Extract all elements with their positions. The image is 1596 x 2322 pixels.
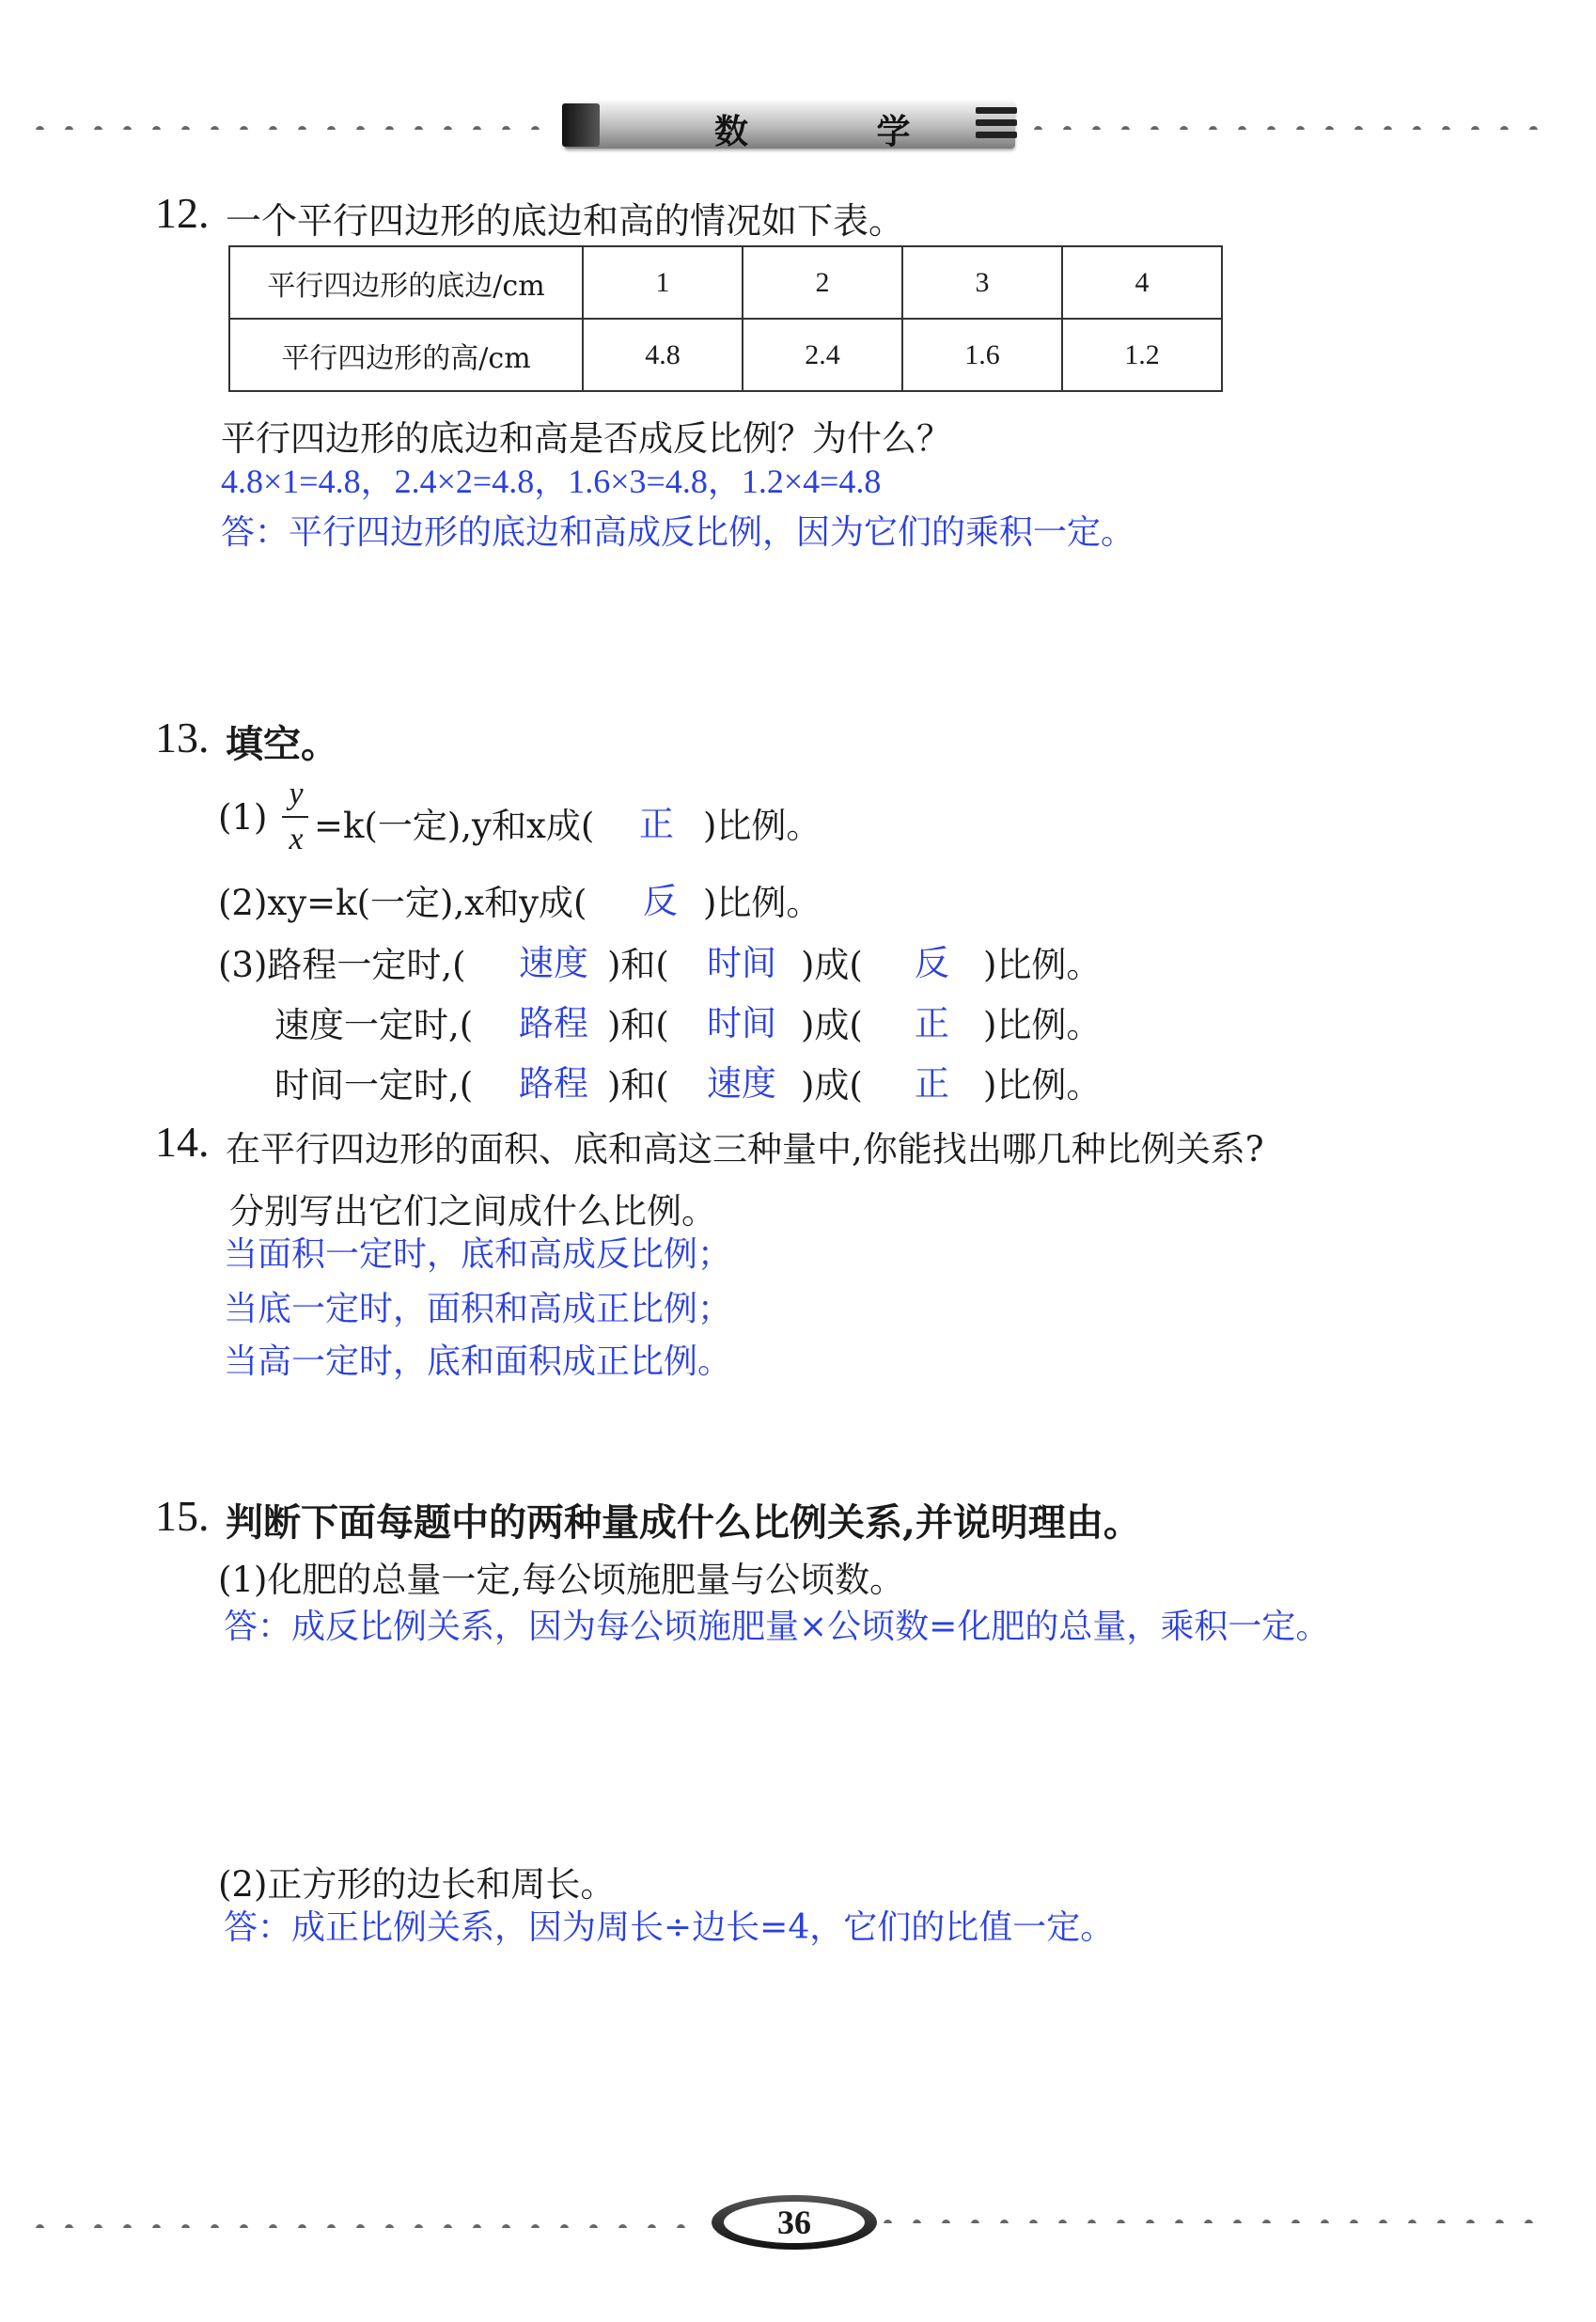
q12-answer-calc: 4.8×1=4.8，2.4×2=4.8，1.6×3=4.8，1.2×4=4.8 <box>221 463 882 500</box>
q13-p1-rest: =k(一定),y和x成( <box>314 806 595 846</box>
table-cell: 平行四边形的高/cm <box>229 319 583 391</box>
table-row <box>229 246 1222 319</box>
q12-number: 12. <box>155 189 210 237</box>
q15-p2: (2)正方形的边长和周长。 <box>218 1864 616 1905</box>
q13-p3-line3-end: )比例。 <box>983 1065 1102 1106</box>
q13-p3-line3-mid2: )成( <box>801 1065 863 1106</box>
footer-dots-right <box>884 2214 1570 2223</box>
q13-p3-line2-lead: 速度一定时,( <box>274 1005 474 1045</box>
q13-p1-frac-num: y <box>289 777 304 811</box>
table-cell: 2 <box>743 246 902 319</box>
q13-title: 填空。 <box>226 722 338 766</box>
table-cell: 3 <box>902 246 1062 319</box>
q12-text: 一个平行四边形的底边和高的情况如下表。 <box>226 200 905 242</box>
header-banner-ornament-right <box>976 107 1017 145</box>
q14-text2: 分别写出它们之间成什么比例。 <box>229 1191 716 1232</box>
header-dots-left <box>36 120 562 130</box>
q14-text1: 在平行四边形的面积、底和高这三种量中,你能找出哪几种比例关系? <box>226 1129 1264 1169</box>
q13-p3-line3-lead: 时间一定时,( <box>274 1065 474 1106</box>
page-number: 36 <box>724 2202 865 2243</box>
q15-p1: (1)化肥的总量一定,每公顷施肥量与公顷数。 <box>218 1560 905 1600</box>
q13-p3-line3-blank2: 速度 <box>707 1063 776 1104</box>
q13-p2-suffix: )比例。 <box>703 883 821 923</box>
q12-question: 平行四边形的底边和高是否成反比例？为什么？ <box>221 418 951 459</box>
q15-number: 15. <box>155 1492 210 1540</box>
q14-answer-1: 当面积一定时，底和高成反比例； <box>224 1235 732 1274</box>
q13-p3-line2-blank2: 时间 <box>707 1003 776 1043</box>
q14-answer-3: 当高一定时，底和面积成正比例。 <box>224 1342 732 1381</box>
table-cell: 平行四边形的底边/cm <box>229 246 583 319</box>
q13-p3-line3-blank3: 正 <box>915 1063 949 1104</box>
q14-answer-2: 当底一定时，面积和高成正比例； <box>224 1290 732 1328</box>
table-cell: 1 <box>583 246 743 319</box>
q13-p3-line2-mid2: )成( <box>801 1005 863 1045</box>
q13-p1-suffix: )比例。 <box>703 806 821 846</box>
q15-a1: 答：成反比例关系，因为每公顷施肥量×公顷数=化肥的总量，乘积一定。 <box>224 1608 1330 1646</box>
q13-p3-line1-mid2: )成( <box>801 945 863 985</box>
q13-p3-line2-blank1: 路程 <box>519 1003 588 1043</box>
header-banner-ornament-left <box>562 103 600 147</box>
table-cell: 2.4 <box>743 319 902 391</box>
table-cell: 1.6 <box>902 319 1062 391</box>
q13-p3-line1-end: )比例。 <box>983 945 1102 985</box>
q13-p3-line3-mid1: )和( <box>607 1065 669 1106</box>
q15-title: 判断下面每题中的两种量成什么比例关系,并说明理由。 <box>226 1500 1141 1545</box>
q13-p3-line2-mid1: )和( <box>607 1005 669 1045</box>
q13-p3-line3-blank1: 路程 <box>519 1063 588 1104</box>
footer-dots-left <box>36 2219 712 2228</box>
q13-p2-blank: 反 <box>643 881 678 921</box>
q13-p1-frac-den: x <box>289 822 304 856</box>
table-cell: 1.2 <box>1062 319 1222 391</box>
q13-p3-line2-end: )比例。 <box>983 1005 1102 1045</box>
q13-p2-text: (2)xy=k(一定),x和y成( <box>218 883 587 923</box>
q15-a2: 答：成正比例关系，因为周长÷边长=4，它们的比值一定。 <box>224 1908 1115 1947</box>
table-row <box>229 319 1222 391</box>
header-title: 数 学 <box>714 112 969 151</box>
q13-p3-line1-blank3: 反 <box>915 943 949 983</box>
header-dots-right <box>1034 120 1570 130</box>
q13-p3-line1-mid1: )和( <box>607 945 669 985</box>
q12-answer: 答：平行四边形的底边和高成反比例，因为它们的乘积一定。 <box>221 513 1135 552</box>
table-cell: 4 <box>1062 246 1222 319</box>
q13-p1-frac-bar <box>282 816 308 818</box>
q13-p3-line1-lead: (3)路程一定时,( <box>218 945 466 985</box>
q14-number: 14. <box>155 1118 210 1166</box>
q12-table <box>228 245 1223 392</box>
table-cell: 4.8 <box>583 319 743 391</box>
q13-p1-prefix: (1) <box>218 797 268 838</box>
q13-number: 13. <box>155 714 210 761</box>
q13-p3-line1-blank2: 时间 <box>707 943 776 983</box>
q13-p3-line1-blank1: 速度 <box>519 943 588 983</box>
q13-p1-blank: 正 <box>639 804 674 844</box>
q13-p3-line2-blank3: 正 <box>915 1003 949 1043</box>
